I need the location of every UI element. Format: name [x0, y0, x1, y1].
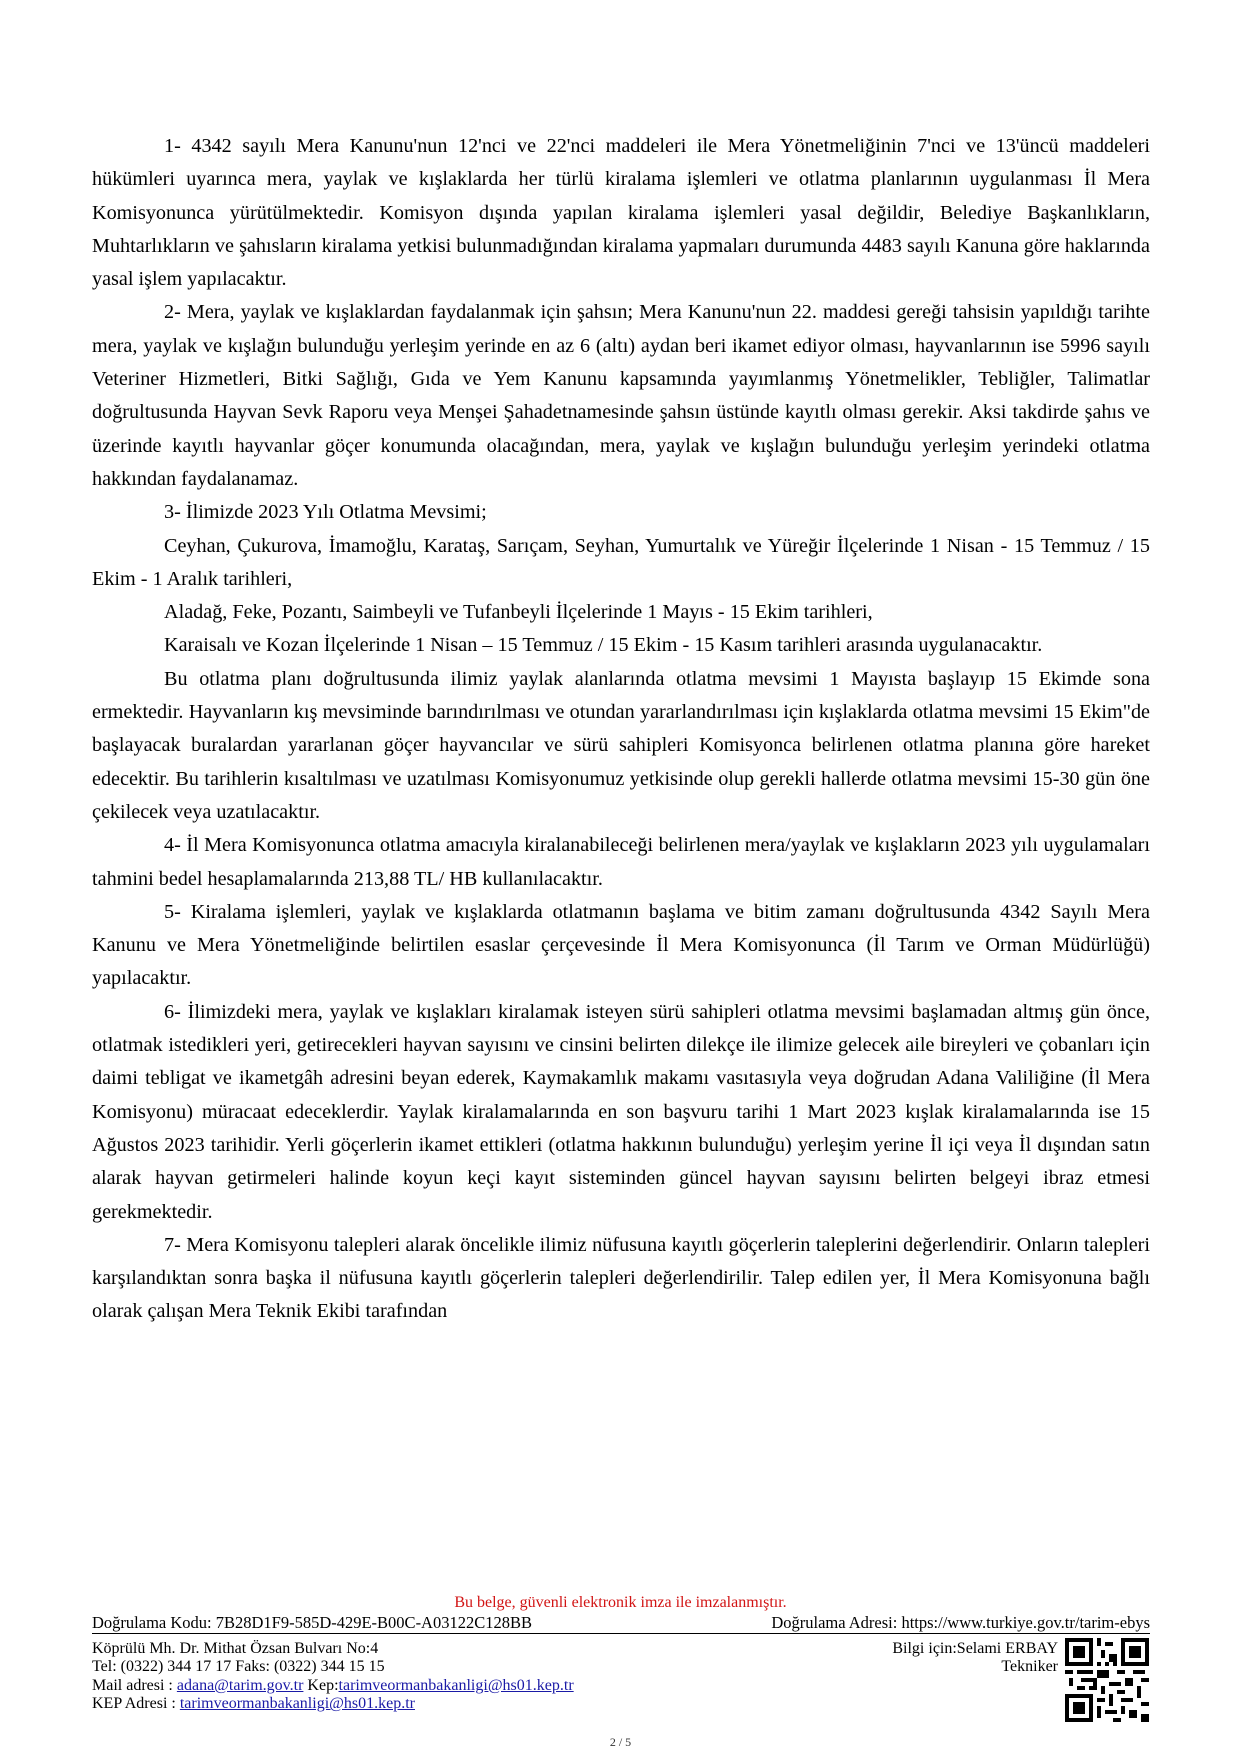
paragraph-6: 6- İlimizdeki mera, yaylak ve kışlakları kiralamak isteyen sürü sahipleri otlatma mevsimi başlamadan altmış gün önce, otlatmak istedikleri yeri, getirecekleri hayvan sayısını ve cinsini belirten dilekçe ile ilimize gelecek aile bireyleri ve çobanları için daimi tebligat ve ikametgâh adresini beyan ederek, Kaymakamlık makamı vasıtasıyla veya doğrudan Adana Valiliğine (İl Mera Komisyonu) müracaat edeceklerdir. Yaylak kiralamalarında en son başvuru tarihi 1 Mart 2023 kışlak kiralamalarında ise 15 Ağustos 2023 tarihidir. Yerli göçerlerin ikamet ettikleri (otlatma hakkının bulunduğu) yerleşim yerine İl içi veya İl dışından satın alarak hayvan getirmeleri halinde koyun keçi kayıt sisteminden güncel hayvan sayısını belirten belgeyi ibraz etmesi gerekmektedir. — [92, 1000, 1150, 1223]
paragraph-3: 3- İlimizde 2023 Yılı Otlatma Mevsimi; — [164, 501, 487, 524]
verification-address: Doğrulama Adresi: https://www.turkiye.gov.tr/tarim-ebys — [771, 1613, 1150, 1632]
mail-link[interactable]: adana@tarim.gov.tr — [176, 1676, 304, 1694]
kep-link[interactable]: tarimveormanbakanligi@hs01.kep.tr — [338, 1676, 574, 1694]
kep-address-label: KEP Adresi : — [92, 1695, 180, 1713]
street-address: Köprülü Mh. Dr. Mithat Özsan Bulvarı No:4 — [92, 1640, 379, 1657]
contact-title: Tekniker — [1001, 1658, 1058, 1676]
paragraph-3d: Bu otlatma planı doğrultusunda ilimiz yaylak alanlarında otlatma mevsimi 1 Mayısta başlayıp 15 Ekimde sona ermektedir. Hayvanların kış mevsiminde barındırılması ve otundan yararlandırılması için kışlaklarda otlatma mevsimi 15 Ekim"de başlayacak buralardan yararlanan göçer hayvancılar ve sürü sahipleri Komisyonca belirlenen otlatma planına göre hareket edecektir. Bu tarihlerin kısaltılması ve uzatılması Komisyonumuz yetkisinde olup gerekli hallerde otlatma mevsimi 15-30 gün öne çekilecek veya uzatılacaktır. — [92, 667, 1150, 823]
paragraph-3a: Ceyhan, Çukurova, İmamoğlu, Karataş, Sarıçam, Seyhan, Yumurtalık ve Yüreğir İlçelerinde 1 Nisan - 15 Temmuz / 15 Ekim - 1 Aralık tarihleri, — [92, 534, 1150, 590]
page-number: 2 / 5 — [609, 1735, 632, 1749]
verification-line — [92, 1613, 1150, 1633]
paragraph-3b: Aladağ, Feke, Pozantı, Saimbeyli ve Tufanbeyli İlçelerinde 1 Mayıs - 15 Ekim tarihleri, — [164, 601, 873, 624]
contact-block — [820, 1640, 1058, 1677]
e-signature-notice: Bu belge, güvenli elektronik imza ile imzalanmıştır. — [454, 1594, 787, 1611]
kep-address-link[interactable]: tarimveormanbakanligi@hs01.kep.tr — [179, 1695, 415, 1713]
mail-label: Mail adresi : — [92, 1676, 177, 1694]
paragraph-2: 2- Mera, yaylak ve kışlaklardan faydalanmak için şahsın; Mera Kanunu'nun 22. maddesi gereği tahsisin yapıldığı tarihte mera, yaylak ve kışlağın bulunduğu yerleşim yerinde en az 6 (altı) aydan beri ikamet ediyor olması, hayvanlarının ise 5996 sayılı Veteriner Hizmetleri, Bitki Sağlığı, Gıda ve Yem Kanunu kapsamında yayımlanmış Yönetmelikler, Tebliğler, Talimatlar doğrultusunda Hayvan Sevk Raporu veya Menşei Şahadetnamesinde şahsın üstünde kayıtlı olması gerekir. Aksi takdirde şahıs ve üzerinde kayıtlı hayvanlar göçer konumunda olacağından, mera, yaylak ve kışlağın bulunduğu yerleşim yerindeki otlatma hakkından faydalanamaz. — [92, 301, 1150, 490]
contact-person: Bilgi için:Selami ERBAY — [892, 1640, 1058, 1657]
paragraph-1: 1- 4342 sayılı Mera Kanunu'nun 12'nci ve 22'nci maddeleri ile Mera Yönetmeliğinin 7'nci ve 13'üncü maddeleri hükümleri uyarınca mera, yaylak ve kışlaklarda her türlü kiralama işlemleri ve otlatma planlarının uygulanması İl Mera Komisyonunca yürütülmektedir. Komisyon dışında yapılan kiralama işlemleri yasal değildir, Belediye Başkanlıkların, Muhtarlıkların ve şahısların kiralama yetkisi bulunmadığından kiralama yapmaları durumunda 4483 sayılı Kanuna göre haklarında yasal işlem yapılacaktır. — [92, 135, 1150, 291]
mail-line — [92, 1677, 574, 1695]
paragraph-3c: Karaisalı ve Kozan İlçelerinde 1 Nisan – 15 Temmuz / 15 Ekim - 15 Kasım tarihleri arasında uygulanacaktır. — [164, 634, 1043, 657]
paragraph-5: 5- Kiralama işlemleri, yaylak ve kışlaklarda otlatmanın başlama ve bitim zamanı doğrultusunda 4342 Sayılı Mera Kanunu ve Mera Yönetmeliğinde belirtilen esaslar çerçevesinde İl Mera Komisyonunca (İl Tarım ve Orman Müdürlüğü) yapılacaktır. — [92, 900, 1150, 990]
document-body — [92, 130, 1150, 1329]
footer-divider — [92, 1633, 1150, 1634]
verification-code: Doğrulama Kodu: 7B28D1F9-585D-429E-B00C-A03122C128BB — [92, 1613, 532, 1632]
qr-code-icon — [1065, 1638, 1149, 1722]
footer-address-block — [92, 1640, 574, 1714]
paragraph-4: 4- İl Mera Komisyonunca otlatma amacıyla kiralanabileceği belirlenen mera/yaylak ve kışlakların 2023 yılı uygulamaları tahmini bedel hesaplamalarında 213,88 TL/ HB kullanılacaktır. — [92, 834, 1150, 890]
paragraph-7: 7- Mera Komisyonu talepleri alarak öncelikle ilimiz nüfusuna kayıtlı göçerlerin taleplerini değerlendirir. Onların talepleri karşılandıktan sonra başka il nüfusuna kayıtlı göçerlerin talepleri değerlendirilir. Talep edilen yer, İl Mera Komisyonuna bağlı olarak çalışan Mera Teknik Ekibi tarafından — [92, 1233, 1150, 1323]
phone-fax: Tel: (0322) 344 17 17 Faks: (0322) 344 15 15 — [92, 1658, 385, 1676]
kep-label: Kep: — [303, 1676, 339, 1694]
kep-address-line — [92, 1695, 574, 1713]
